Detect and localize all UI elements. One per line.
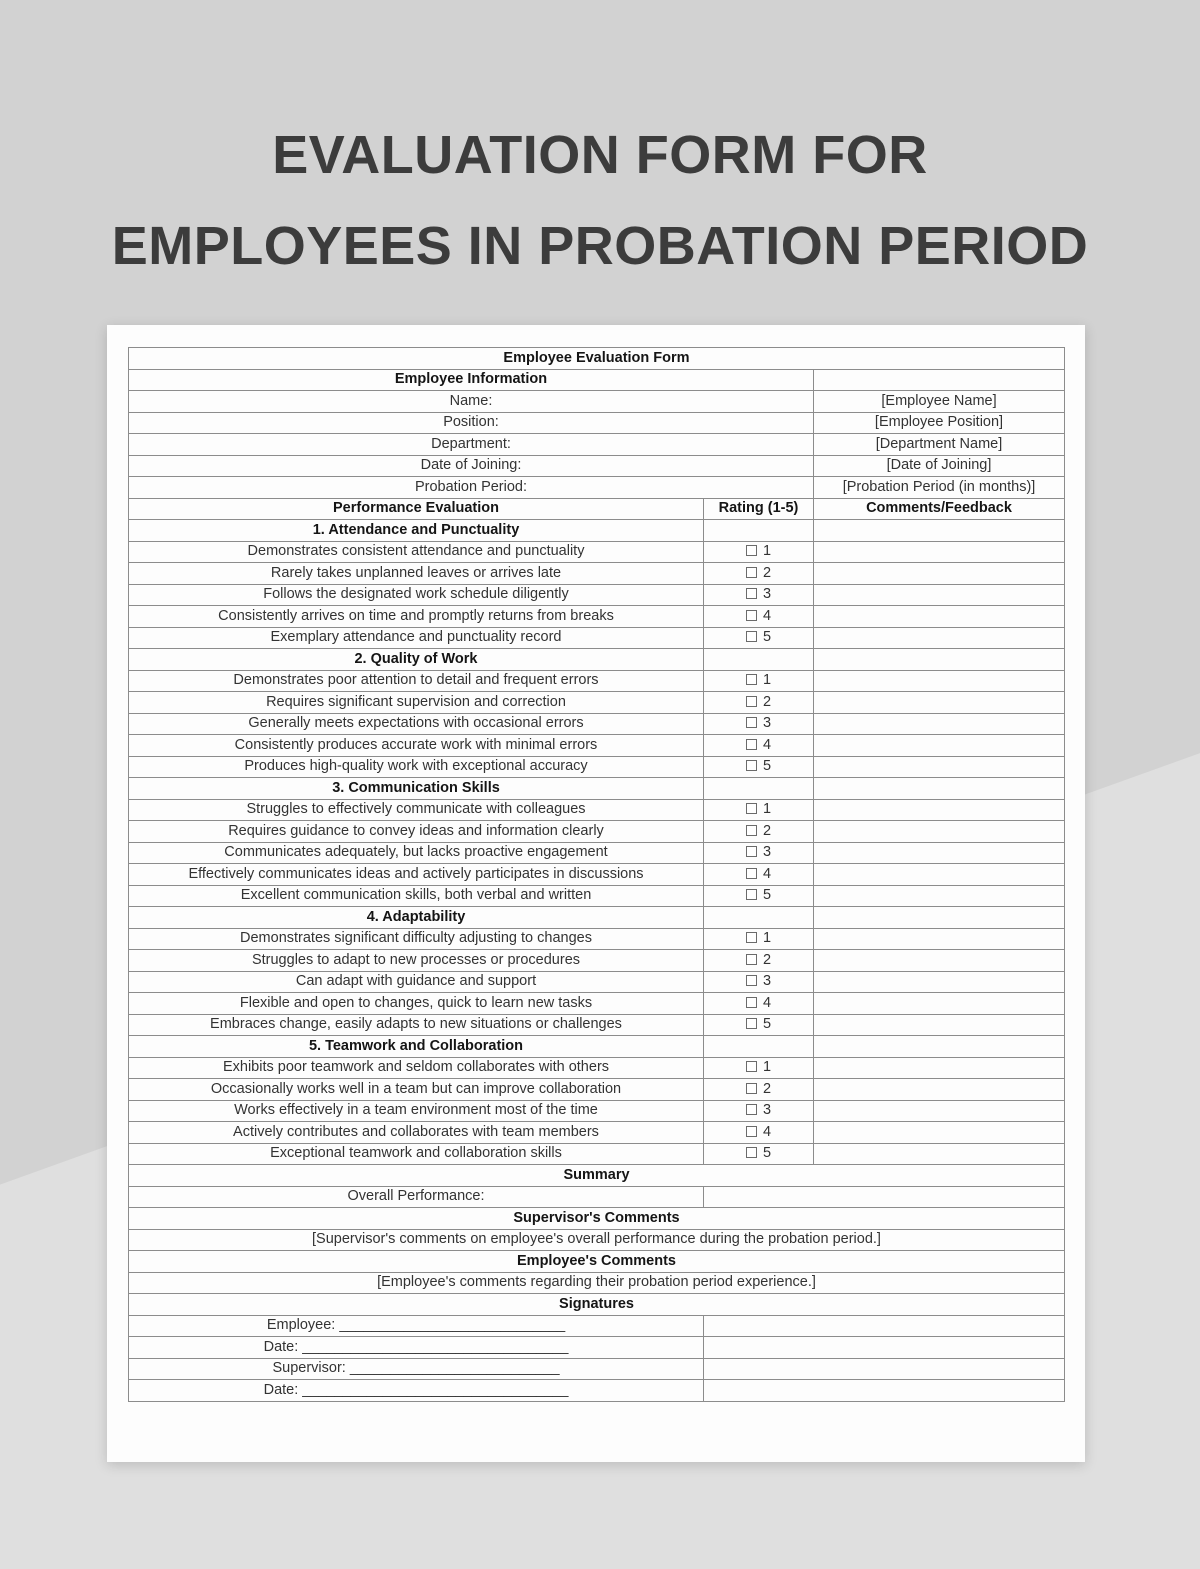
- comment-input-cell[interactable]: [814, 627, 1065, 649]
- criterion-text-cell: Produces high-quality work with exceptional accuracy: [129, 756, 704, 778]
- rating-cell[interactable]: [704, 799, 814, 821]
- col-header-comments: Comments/Feedback: [814, 498, 1065, 520]
- signature-empty-cell: [704, 1315, 1065, 1337]
- comment-input-cell[interactable]: [814, 1143, 1065, 1165]
- section-criteria-teamwork: [129, 1057, 1065, 1165]
- rating-checkbox-icon[interactable]: [746, 889, 757, 900]
- criterion-row: [129, 756, 1065, 778]
- criterion-text-cell: Requires significant supervision and correction: [129, 692, 704, 714]
- rating-cell[interactable]: [704, 1122, 814, 1144]
- section-comment-empty-cell: [814, 907, 1065, 929]
- comment-input-cell[interactable]: [814, 971, 1065, 993]
- comment-input-cell[interactable]: [814, 606, 1065, 628]
- section-header-attendance: [129, 520, 1065, 542]
- rating-number: 4: [762, 865, 772, 882]
- rating-number: 3: [762, 1102, 772, 1119]
- rating-checkbox-icon[interactable]: [746, 868, 757, 879]
- comment-input-cell[interactable]: [814, 1100, 1065, 1122]
- criterion-row: [129, 563, 1065, 585]
- signature-line-cell[interactable]: Date: _________________________________: [129, 1337, 704, 1359]
- rating-number: 4: [762, 607, 772, 624]
- section-rating-empty-cell: [704, 1036, 814, 1058]
- rating-checkbox-icon[interactable]: [746, 1104, 757, 1115]
- rating-checkbox-icon[interactable]: [746, 954, 757, 965]
- comment-input-cell[interactable]: [814, 584, 1065, 606]
- criterion-row: [129, 670, 1065, 692]
- criterion-text-cell: Demonstrates consistent attendance and punctuality: [129, 541, 704, 563]
- col-header-performance: Performance Evaluation: [129, 498, 704, 520]
- criterion-row: [129, 928, 1065, 950]
- rating-cell[interactable]: [704, 993, 814, 1015]
- employee-info-row: [129, 477, 1065, 499]
- criterion-row: [129, 1100, 1065, 1122]
- supervisor-comments-header-row: [129, 1208, 1065, 1230]
- rating-cell[interactable]: [704, 1143, 814, 1165]
- rating-checkbox-icon[interactable]: [746, 610, 757, 621]
- supervisor-comments-header: Supervisor's Comments: [129, 1208, 1065, 1230]
- criterion-row: [129, 1079, 1065, 1101]
- criterion-text-cell: Communicates adequately, but lacks proactive engagement: [129, 842, 704, 864]
- employee-info-header-empty-cell: [814, 369, 1065, 391]
- comment-input-cell[interactable]: [814, 1079, 1065, 1101]
- info-value-cell[interactable]: [Department Name]: [814, 434, 1065, 456]
- signatures-header: Signatures: [129, 1294, 1065, 1316]
- rating-number: 4: [762, 736, 772, 753]
- criterion-text-cell: Exceptional teamwork and collaboration skills: [129, 1143, 704, 1165]
- criterion-text-cell: Rarely takes unplanned leaves or arrives late: [129, 563, 704, 585]
- rating-cell[interactable]: [704, 606, 814, 628]
- criterion-text-cell: Consistently arrives on time and promptly returns from breaks: [129, 606, 704, 628]
- rating-checkbox-icon[interactable]: [746, 1061, 757, 1072]
- employee-comments-header-row: [129, 1251, 1065, 1273]
- criterion-row: [129, 799, 1065, 821]
- comment-input-cell[interactable]: [814, 1014, 1065, 1036]
- section-criteria-adaptability: [129, 928, 1065, 1036]
- rating-cell[interactable]: [704, 713, 814, 735]
- employee-info-header-row: [129, 369, 1065, 391]
- criterion-text-cell: Struggles to adapt to new processes or procedures: [129, 950, 704, 972]
- section-rating-empty-cell: [704, 649, 814, 671]
- signature-row: [129, 1337, 1065, 1359]
- criterion-text-cell: Generally meets expectations with occasional errors: [129, 713, 704, 735]
- criterion-row: [129, 950, 1065, 972]
- info-label-cell: Date of Joining:: [129, 455, 814, 477]
- form-title-row: [129, 348, 1065, 370]
- rating-checkbox-icon[interactable]: [746, 975, 757, 986]
- employee-comments-row: [129, 1272, 1065, 1294]
- criterion-text-cell: Struggles to effectively communicate with colleagues: [129, 799, 704, 821]
- criterion-row: [129, 584, 1065, 606]
- page-title-line1: EVALUATION FORM FOR: [272, 125, 928, 185]
- rating-cell[interactable]: [704, 1057, 814, 1079]
- criterion-row: [129, 993, 1065, 1015]
- criterion-text-cell: Can adapt with guidance and support: [129, 971, 704, 993]
- criterion-row: [129, 971, 1065, 993]
- signature-row: [129, 1380, 1065, 1402]
- criterion-text-cell: Exhibits poor teamwork and seldom collaborates with others: [129, 1057, 704, 1079]
- col-header-rating: Rating (1-5): [704, 498, 814, 520]
- section-criteria-communication: [129, 799, 1065, 907]
- section-criteria-attendance: [129, 541, 1065, 649]
- comment-input-cell[interactable]: [814, 821, 1065, 843]
- rating-cell[interactable]: [704, 928, 814, 950]
- summary-header: Summary: [129, 1165, 1065, 1187]
- rating-number: 2: [762, 564, 772, 581]
- section-header-quality: [129, 649, 1065, 671]
- rating-number: 5: [762, 758, 772, 775]
- signatures-body: [129, 1315, 1065, 1401]
- overall-performance-label: Overall Performance:: [129, 1186, 704, 1208]
- form-header-body: [129, 348, 1065, 391]
- supervisor-comments-row: [129, 1229, 1065, 1251]
- column-header-row: [129, 498, 1065, 520]
- comment-input-cell[interactable]: [814, 799, 1065, 821]
- comment-input-cell[interactable]: [814, 864, 1065, 886]
- criterion-row: [129, 842, 1065, 864]
- comment-input-cell[interactable]: [814, 950, 1065, 972]
- rating-checkbox-icon[interactable]: [746, 739, 757, 750]
- criterion-text-cell: Demonstrates poor attention to detail and frequent errors: [129, 670, 704, 692]
- rating-cell[interactable]: [704, 885, 814, 907]
- info-label-cell: Department:: [129, 434, 814, 456]
- comment-input-cell[interactable]: [814, 993, 1065, 1015]
- comment-input-cell[interactable]: [814, 756, 1065, 778]
- comment-input-cell[interactable]: [814, 1122, 1065, 1144]
- section-comment-empty-cell: [814, 778, 1065, 800]
- form-title: Employee Evaluation Form: [129, 348, 1065, 370]
- info-value-cell[interactable]: [Date of Joining]: [814, 455, 1065, 477]
- section-header-teamwork: [129, 1036, 1065, 1058]
- rating-number: 5: [762, 1016, 772, 1033]
- rating-checkbox-icon[interactable]: [746, 567, 757, 578]
- rating-checkbox-icon[interactable]: [746, 760, 757, 771]
- rating-cell[interactable]: [704, 584, 814, 606]
- rating-checkbox-icon[interactable]: [746, 1126, 757, 1137]
- rating-number: 1: [762, 543, 772, 560]
- employee-info-header: Employee Information: [129, 369, 814, 391]
- supervisor-comments-placeholder[interactable]: [Supervisor's comments on employee's overall performance during the probation period.]: [129, 1229, 1065, 1251]
- rating-number: 1: [762, 1059, 772, 1076]
- criterion-row: [129, 864, 1065, 886]
- section-rating-empty-cell: [704, 520, 814, 542]
- info-label-cell: Probation Period:: [129, 477, 814, 499]
- rating-number: 2: [762, 822, 772, 839]
- rating-checkbox-icon[interactable]: [746, 846, 757, 857]
- comment-input-cell[interactable]: [814, 670, 1065, 692]
- section-title-row: [129, 649, 1065, 671]
- comment-input-cell[interactable]: [814, 928, 1065, 950]
- rating-cell[interactable]: [704, 563, 814, 585]
- section-comment-empty-cell: [814, 1036, 1065, 1058]
- rating-number: 1: [762, 801, 772, 818]
- rating-number: 1: [762, 672, 772, 689]
- rating-checkbox-icon[interactable]: [746, 717, 757, 728]
- rating-cell[interactable]: [704, 1100, 814, 1122]
- rating-checkbox-icon[interactable]: [746, 545, 757, 556]
- document-sheet: [107, 325, 1085, 1462]
- section-rating-empty-cell: [704, 778, 814, 800]
- rating-number: 5: [762, 1145, 772, 1162]
- rating-cell[interactable]: [704, 821, 814, 843]
- rating-number: 4: [762, 994, 772, 1011]
- page-title: [0, 110, 1200, 292]
- page-title-line2: EMPLOYEES IN PROBATION PERIOD: [111, 216, 1089, 276]
- rating-checkbox-icon[interactable]: [746, 588, 757, 599]
- info-value-cell[interactable]: [Employee Position]: [814, 412, 1065, 434]
- criterion-row: [129, 541, 1065, 563]
- rating-number: 2: [762, 693, 772, 710]
- signature-row: [129, 1315, 1065, 1337]
- rating-number: 3: [762, 715, 772, 732]
- signature-empty-cell: [704, 1380, 1065, 1402]
- section-rating-empty-cell: [704, 907, 814, 929]
- criterion-row: [129, 885, 1065, 907]
- section-criteria-quality: [129, 670, 1065, 778]
- employee-info-row: [129, 434, 1065, 456]
- employee-info-row: [129, 391, 1065, 413]
- column-header-body: [129, 498, 1065, 520]
- rating-checkbox-icon[interactable]: [746, 803, 757, 814]
- criterion-text-cell: Actively contributes and collaborates with team members: [129, 1122, 704, 1144]
- rating-number: 5: [762, 887, 772, 904]
- section-title: 2. Quality of Work: [129, 649, 704, 671]
- signature-empty-cell: [704, 1337, 1065, 1359]
- rating-cell[interactable]: [704, 756, 814, 778]
- criterion-row: [129, 606, 1065, 628]
- criterion-text-cell: Flexible and open to changes, quick to learn new tasks: [129, 993, 704, 1015]
- criterion-text-cell: Demonstrates significant difficulty adjusting to changes: [129, 928, 704, 950]
- criterion-row: [129, 1014, 1065, 1036]
- summary-header-row: [129, 1165, 1065, 1187]
- rating-cell[interactable]: [704, 864, 814, 886]
- employee-info-row: [129, 455, 1065, 477]
- criterion-text-cell: Requires guidance to convey ideas and information clearly: [129, 821, 704, 843]
- section-header-adaptability: [129, 907, 1065, 929]
- employee-info-body: [129, 391, 1065, 499]
- rating-number: 3: [762, 586, 772, 603]
- comment-input-cell[interactable]: [814, 713, 1065, 735]
- comment-input-cell[interactable]: [814, 541, 1065, 563]
- signature-row: [129, 1358, 1065, 1380]
- overall-performance-row: [129, 1186, 1065, 1208]
- rating-cell[interactable]: [704, 971, 814, 993]
- comment-input-cell[interactable]: [814, 885, 1065, 907]
- rating-cell[interactable]: [704, 842, 814, 864]
- criterion-text-cell: Works effectively in a team environment most of the time: [129, 1100, 704, 1122]
- info-label-cell: Name:: [129, 391, 814, 413]
- rating-checkbox-icon[interactable]: [746, 696, 757, 707]
- section-title-row: [129, 778, 1065, 800]
- section-title: 3. Communication Skills: [129, 778, 704, 800]
- rating-checkbox-icon[interactable]: [746, 631, 757, 642]
- rating-checkbox-icon[interactable]: [746, 1018, 757, 1029]
- section-title-row: [129, 520, 1065, 542]
- criterion-row: [129, 692, 1065, 714]
- comment-input-cell[interactable]: [814, 842, 1065, 864]
- rating-checkbox-icon[interactable]: [746, 997, 757, 1008]
- rating-number: 1: [762, 930, 772, 947]
- employee-evaluation-table: [128, 347, 1065, 1402]
- criterion-text-cell: Consistently produces accurate work with minimal errors: [129, 735, 704, 757]
- criterion-row: [129, 821, 1065, 843]
- criterion-text-cell: Embraces change, easily adapts to new situations or challenges: [129, 1014, 704, 1036]
- criterion-text-cell: Effectively communicates ideas and actively participates in discussions: [129, 864, 704, 886]
- criterion-row: [129, 1057, 1065, 1079]
- rating-number: 3: [762, 844, 772, 861]
- signature-line-cell[interactable]: Date: _________________________________: [129, 1380, 704, 1402]
- overall-performance-value-cell[interactable]: [704, 1186, 1065, 1208]
- info-label-cell: Position:: [129, 412, 814, 434]
- rating-number: 2: [762, 951, 772, 968]
- criterion-row: [129, 1122, 1065, 1144]
- comment-input-cell[interactable]: [814, 692, 1065, 714]
- section-title: 5. Teamwork and Collaboration: [129, 1036, 704, 1058]
- comment-input-cell[interactable]: [814, 563, 1065, 585]
- comment-input-cell[interactable]: [814, 1057, 1065, 1079]
- section-comment-empty-cell: [814, 649, 1065, 671]
- summary-body: [129, 1165, 1065, 1316]
- section-title-row: [129, 907, 1065, 929]
- rating-number: 5: [762, 629, 772, 646]
- criterion-row: [129, 735, 1065, 757]
- rating-cell[interactable]: [704, 950, 814, 972]
- criterion-text-cell: Excellent communication skills, both verbal and written: [129, 885, 704, 907]
- section-title: 1. Attendance and Punctuality: [129, 520, 704, 542]
- rating-checkbox-icon[interactable]: [746, 1083, 757, 1094]
- section-header-communication: [129, 778, 1065, 800]
- criterion-text-cell: Follows the designated work schedule diligently: [129, 584, 704, 606]
- criterion-text-cell: Occasionally works well in a team but can improve collaboration: [129, 1079, 704, 1101]
- signature-line-cell[interactable]: Employee: ____________________________: [129, 1315, 704, 1337]
- signature-line-cell[interactable]: Supervisor: __________________________: [129, 1358, 704, 1380]
- rating-cell[interactable]: [704, 627, 814, 649]
- criterion-row: [129, 713, 1065, 735]
- section-title-row: [129, 1036, 1065, 1058]
- rating-checkbox-icon[interactable]: [746, 674, 757, 685]
- criterion-text-cell: Exemplary attendance and punctuality record: [129, 627, 704, 649]
- rating-cell[interactable]: [704, 692, 814, 714]
- signatures-header-row: [129, 1294, 1065, 1316]
- rating-cell[interactable]: [704, 1014, 814, 1036]
- info-value-cell[interactable]: [Employee Name]: [814, 391, 1065, 413]
- rating-cell[interactable]: [704, 541, 814, 563]
- employee-info-row: [129, 412, 1065, 434]
- rating-cell[interactable]: [704, 670, 814, 692]
- rating-number: 4: [762, 1123, 772, 1140]
- employee-comments-header: Employee's Comments: [129, 1251, 1065, 1273]
- rating-cell[interactable]: [704, 1079, 814, 1101]
- comment-input-cell[interactable]: [814, 735, 1065, 757]
- signature-empty-cell: [704, 1358, 1065, 1380]
- rating-number: 2: [762, 1080, 772, 1097]
- rating-checkbox-icon[interactable]: [746, 932, 757, 943]
- criterion-row: [129, 1143, 1065, 1165]
- criterion-row: [129, 627, 1065, 649]
- section-comment-empty-cell: [814, 520, 1065, 542]
- employee-comments-placeholder[interactable]: [Employee's comments regarding their probation period experience.]: [129, 1272, 1065, 1294]
- rating-cell[interactable]: [704, 735, 814, 757]
- section-title: 4. Adaptability: [129, 907, 704, 929]
- rating-checkbox-icon[interactable]: [746, 825, 757, 836]
- rating-checkbox-icon[interactable]: [746, 1147, 757, 1158]
- info-value-cell[interactable]: [Probation Period (in months)]: [814, 477, 1065, 499]
- rating-number: 3: [762, 973, 772, 990]
